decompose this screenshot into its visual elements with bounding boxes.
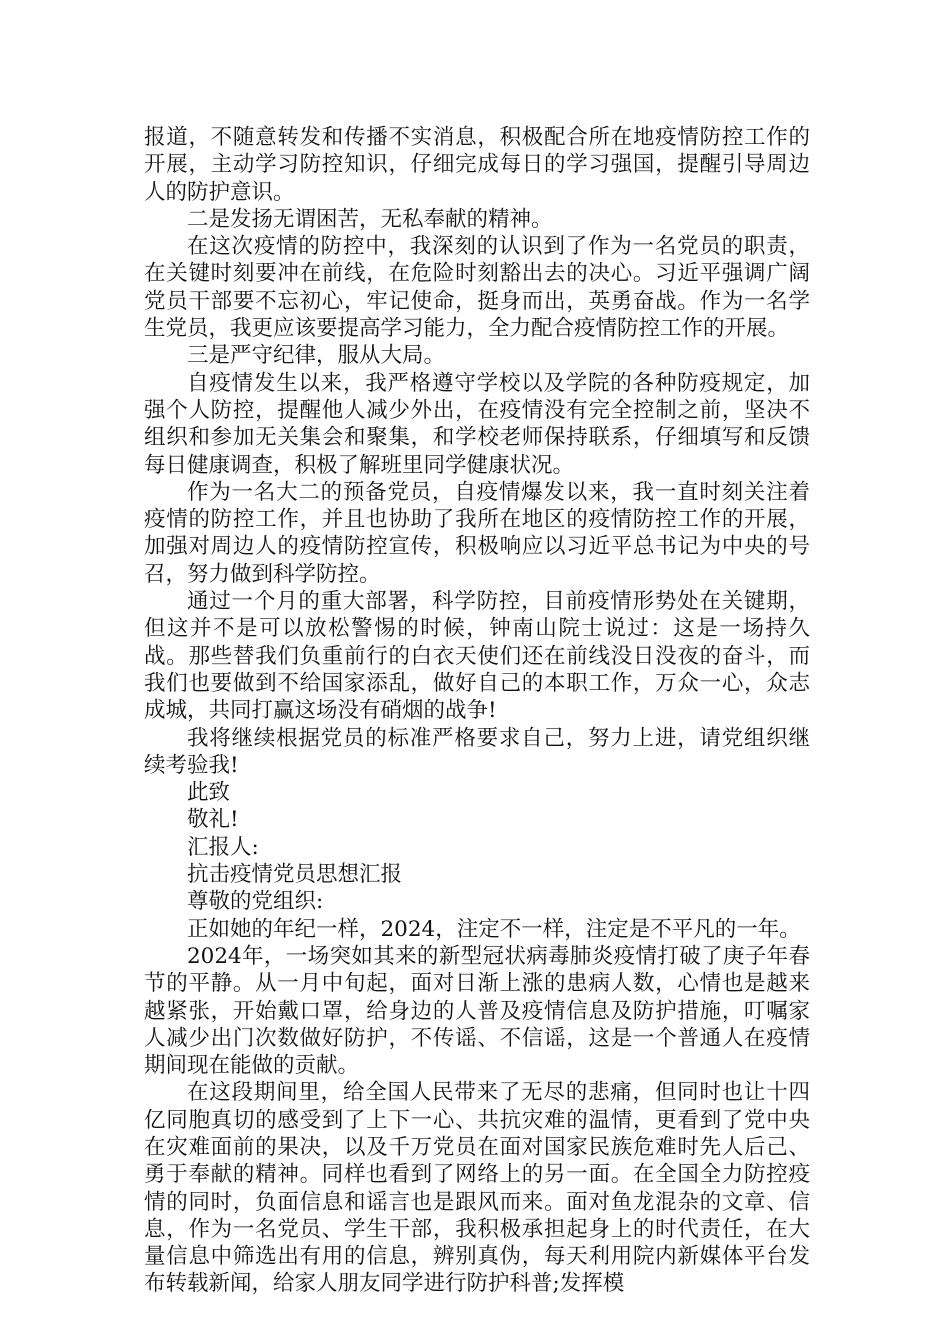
paragraph: 我将继续根据党员的标准严格要求自己，努力上进，请党组织继续考验我! — [144, 725, 810, 778]
paragraph: 在这段期间里，给全国人民带来了无尽的悲痛，但同时也让十四亿同胞真切的感受到了上下一心、共抗灾难的温情，更看到了党中央在灾难面前的果决，以及千万党员在面对国家民族危难时先人后己、勇于奉献的精神。同样也看到了网络上的另一面。在全国全力防控疫情的同时，负面信息和谣言也是跟风而来。面对鱼龙混杂的文章、信息，作为一名党员、学生干部，我积极承担起身上的时代责任，在大量信息中筛选出有用的信息，辨别真伪，每天利用院内新媒体平台发布转载新闻，给家人朋友同学进行防护科普;发挥模 — [144, 1080, 810, 1297]
closing-salutation: 此致 — [187, 780, 231, 806]
paragraph: 自疫情发生以来，我严格遵守学校以及学院的各种防疫规定，加强个人防控，提醒他人减少外出，在疫情没有完全控制之前，坚决不组织和参加无关集会和聚集，和学校老师保持联系，仔细填写和反馈每日健康调查，积极了解班里同学健康状况。 — [144, 370, 810, 478]
greeting: 尊敬的党组织: — [187, 889, 324, 915]
section-title: 抗击疫情党员思想汇报 — [187, 862, 403, 888]
paragraph: 作为一名大二的预备党员，自疫情爆发以来，我一直时刻关注着疫情的防控工作，并且也协助了我所在地区的疫情防控工作的开展，加强对周边人的疫情防控宣传，积极响应以习近平总书记为中央的号召，努力做到科学防控。 — [144, 479, 810, 587]
paragraph: 2024年，一场突如其来的新型冠状病毒肺炎疫情打破了庚子年春节的平静。从一月中旬起，面对日渐上涨的患病人数，心情也是越来越紧张，开始戴口罩，给身边的人普及疫情信息及防护措施，叮嘱家人减少出门次数做好防护，不传谣、不信谣，这是一个普通人在疫情期间现在能做的贡献。 — [144, 943, 810, 1079]
paragraph-heading: 三是严守纪律，服从大局。 — [187, 343, 446, 369]
paragraph: 通过一个月的重大部署，科学防控，目前疫情形势处在关键期，但这并不是可以放松警惕的时候，钟南山院士说过：这是一场持久战。那些替我们负重前行的白衣天使们还在前线没日没夜的奋斗，而我们也要做到不给国家添乱，做好自己的本职工作，万众一心，众志成城，共同打赢这场没有硝烟的战争! — [144, 589, 810, 724]
paragraph-heading: 二是发扬无谓困苦，无私奉献的精神。 — [187, 206, 553, 232]
paragraph: 正如她的年纪一样，2024，注定不一样，注定是不平凡的一年。 — [187, 916, 801, 942]
paragraph: 在这次疫情的防控中，我深刻的认识到了作为一名党员的职责，在关键时刻要冲在前线，在危险时刻豁出去的决心。习近平强调广阔党员干部要不忘初心，牢记使命，挺身而出，英勇奋战。作为一名学生党员，我更应该要提高学习能力，全力配合疫情防控工作的开展。 — [144, 234, 810, 342]
reporter-label: 汇报人: — [187, 834, 259, 860]
paragraph: 报道，不随意转发和传播不实消息，积极配合所在地疫情防控工作的开展，主动学习防控知识，仔细完成每日的学习强国，提醒引导周边人的防护意识。 — [144, 125, 810, 205]
document-body — [144, 124, 810, 1298]
closing-regards: 敬礼! — [187, 807, 239, 833]
